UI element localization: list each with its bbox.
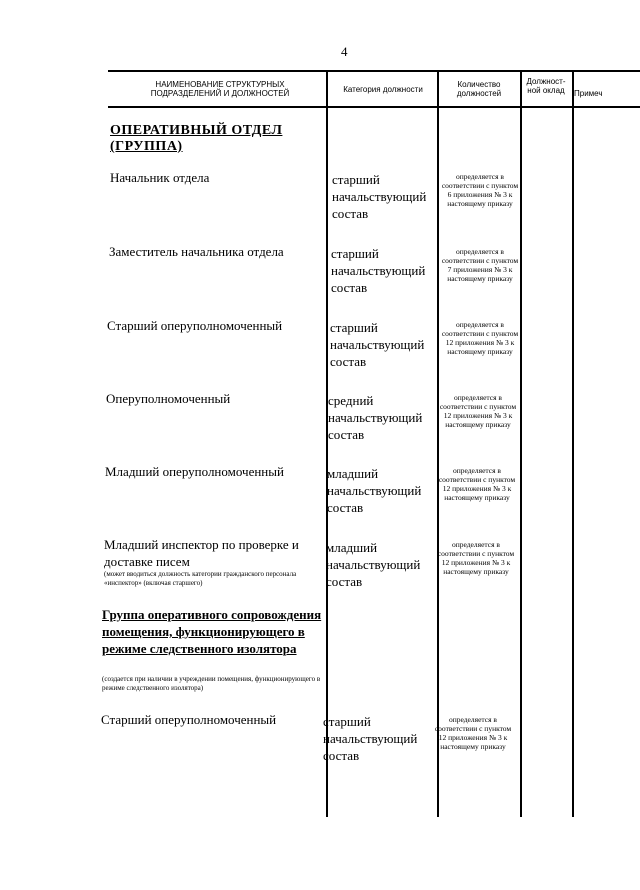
position-name-text: Оперуполномоченный [106, 391, 231, 406]
position-name [110, 169, 320, 186]
header-name-column: НАИМЕНОВАНИЕ СТРУКТУРНЫХ ПОДРАЗДЕЛЕНИЙ И ДОЛЖНОСТЕЙ [150, 80, 290, 98]
group-note: (создается при наличии в учреждении помещения, функционирующего в режиме следственного изолятора) [102, 675, 321, 692]
position-quantity: определяется в соответствии с пунктом 6 приложения № 3 к настоящему приказу [441, 172, 519, 208]
position-note: (может вводиться должность категории гражданского персонала «инспектор» (включая старшего) [104, 570, 297, 587]
position-category: старший начальствующий состав [330, 320, 425, 369]
page-number: 4 [341, 44, 348, 59]
position-category: старший начальствующий состав [323, 714, 418, 763]
section-title: ОПЕРАТИВНЫЙ ОТДЕЛ (ГРУППА) [110, 123, 283, 154]
header-note-column: Примеч [574, 89, 603, 98]
position-category: средний начальствующий состав [328, 393, 423, 442]
position-name-text: Старший оперуполномоченный [101, 712, 277, 727]
position-name [106, 390, 316, 407]
position-name [109, 243, 319, 260]
header-salary-column: Должност-ной оклад [526, 77, 566, 95]
position-name-text: Младший инспектор по проверке и доставке писем [104, 537, 299, 569]
position-name-text: Начальник отдела [110, 170, 210, 185]
position-category: старший начальствующий состав [332, 172, 427, 221]
position-name [105, 463, 315, 480]
position-quantity: определяется в соответствии с пунктом 7 приложения № 3 к настоящему приказу [441, 247, 519, 283]
header-category-column: Категория должности [343, 85, 423, 94]
position-name-text: Старший оперуполномоченный [107, 318, 283, 333]
position-quantity: определяется в соответствии с пунктом 12 приложения № 3 к настоящему приказу [441, 320, 519, 356]
position-quantity: определяется в соответствии с пунктом 12 приложения № 3 к настоящему приказу [434, 715, 512, 751]
position-name-text: Младший оперуполномоченный [105, 464, 284, 479]
column-divider-1 [326, 72, 328, 817]
header-quantity-column: Количество должностей [456, 80, 502, 98]
position-category: старший начальствующий состав [331, 246, 426, 295]
column-divider-3 [520, 72, 522, 817]
position-name-text: Заместитель начальника отдела [109, 244, 284, 259]
position-quantity: определяется в соответствии с пунктом 12 приложения № 3 к настоящему приказу [437, 540, 515, 576]
position-quantity: определяется в соответствии с пунктом 12 приложения № 3 к настоящему приказу [439, 393, 517, 429]
position-category: младший начальствующий состав [327, 466, 422, 515]
header-bottom-rule [108, 106, 640, 108]
column-divider-4 [572, 72, 574, 817]
position-name [104, 536, 319, 588]
position-name [107, 317, 317, 334]
position-category: младший начальствующий состав [326, 540, 421, 589]
position-quantity: определяется в соответствии с пунктом 12 приложения № 3 к настоящему приказу [438, 466, 516, 502]
position-name [101, 711, 311, 728]
header-top-rule [108, 70, 640, 72]
group-title: Группа оперативного сопровождения помещения, функционирующего в режиме следственного изолятора [102, 607, 322, 656]
